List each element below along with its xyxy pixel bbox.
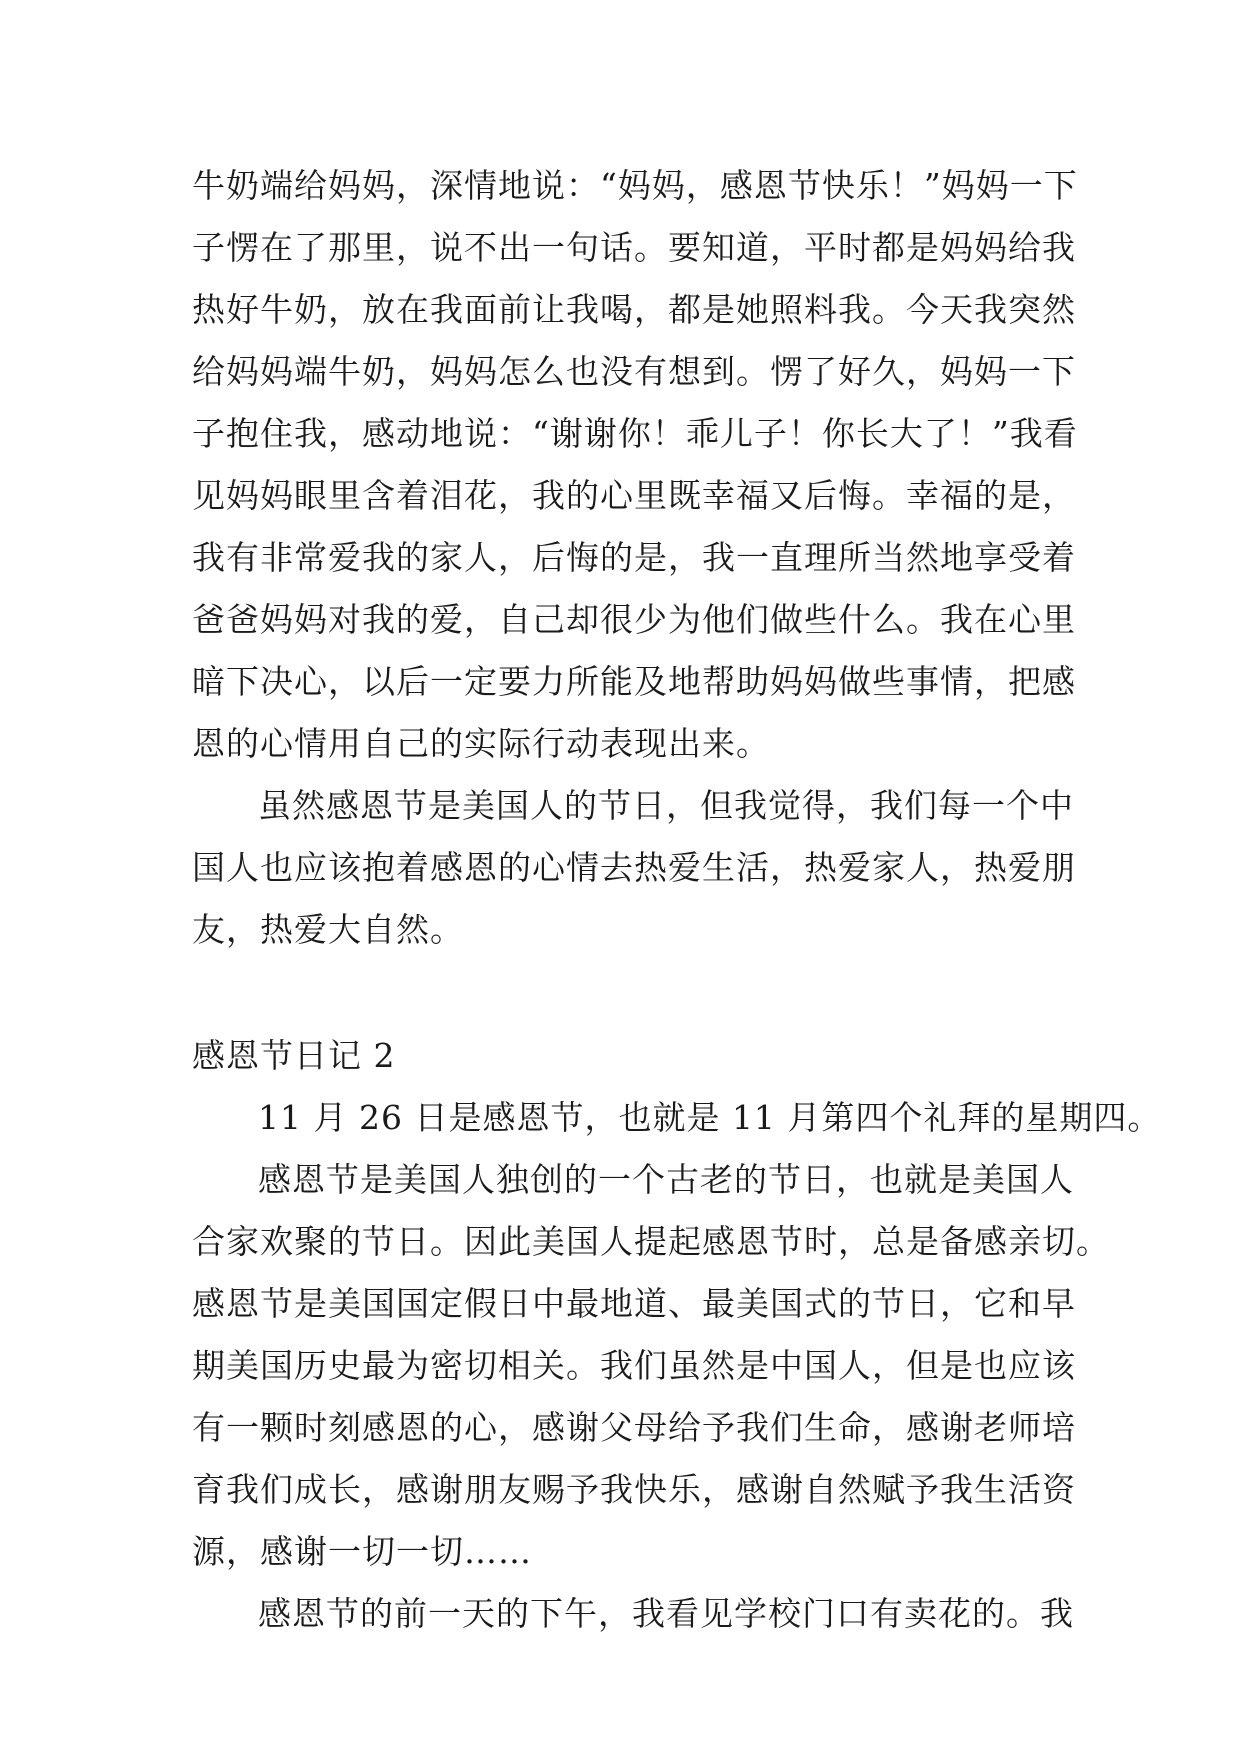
text-line: 合家欢聚的节日。因此美国人提起感恩节时，总是备感亲切。 <box>192 1222 1110 1261</box>
paragraph <box>192 1583 1074 1645</box>
text-line: 暗下决心，以后一定要力所能及地帮助妈妈做些事情，把感 <box>192 662 1076 701</box>
text-line: 虽然感恩节是美国人的节日，但我觉得，我们每一个中 <box>258 786 1074 825</box>
text-line: 子愣在了那里，说不出一句话。要知道，平时都是妈妈给我 <box>192 228 1076 267</box>
text-line: 源，感谢一切一切…… <box>192 1532 532 1571</box>
text-line: 感恩节的前一天的下午，我看见学校门口有卖花的。我 <box>258 1594 1074 1633</box>
text-line: 子抱住我，感动地说：“谢谢你！乖儿子！你长大了！”我看 <box>192 414 1078 453</box>
text-line: 友，热爱大自然。 <box>192 910 464 949</box>
paragraph <box>192 155 1078 775</box>
text-line: 期美国历史最为密切相关。我们虽然是中国人，但是也应该 <box>192 1346 1076 1385</box>
text-line: 感恩节是美国人独创的一个古老的节日，也就是美国人 <box>258 1160 1074 1199</box>
text-line: 11 月 26 日是感恩节，也就是 11 月第四个礼拜的星期四。 <box>258 1098 1162 1137</box>
text-line: 给妈妈端牛奶，妈妈怎么也没有想到。愣了好久，妈妈一下 <box>192 352 1076 391</box>
paragraph <box>192 1087 1162 1149</box>
text-line: 爸爸妈妈对我的爱，自己却很少为他们做些什么。我在心里 <box>192 600 1076 639</box>
text-line: 感恩节是美国国定假日中最地道、最美国式的节日，它和早 <box>192 1284 1076 1323</box>
paragraph <box>192 775 1076 961</box>
text-line: 育我们成长，感谢朋友赐予我快乐，感谢自然赋予我生活资 <box>192 1470 1076 1509</box>
paragraph <box>192 1149 1110 1583</box>
text-line: 牛奶端给妈妈，深情地说：“妈妈，感恩节快乐！”妈妈一下 <box>192 166 1078 205</box>
text-line: 恩的心情用自己的实际行动表现出来。 <box>192 724 770 763</box>
text-line: 见妈妈眼里含着泪花，我的心里既幸福又后悔。幸福的是， <box>192 476 1076 515</box>
text-line: 国人也应该抱着感恩的心情去热爱生活，热爱家人，热爱朋 <box>192 848 1076 887</box>
text-line: 有一颗时刻感恩的心，感谢父母给予我们生命，感谢老师培 <box>192 1408 1076 1447</box>
text-line: 我有非常爱我的家人，后悔的是，我一直理所当然地享受着 <box>192 538 1076 577</box>
document-body <box>192 155 1162 1645</box>
text-line: 热好牛奶，放在我面前让我喝，都是她照料我。今天我突然 <box>192 290 1076 329</box>
section-gap <box>192 961 1062 1025</box>
section-title: 感恩节日记 2 <box>192 1036 396 1075</box>
